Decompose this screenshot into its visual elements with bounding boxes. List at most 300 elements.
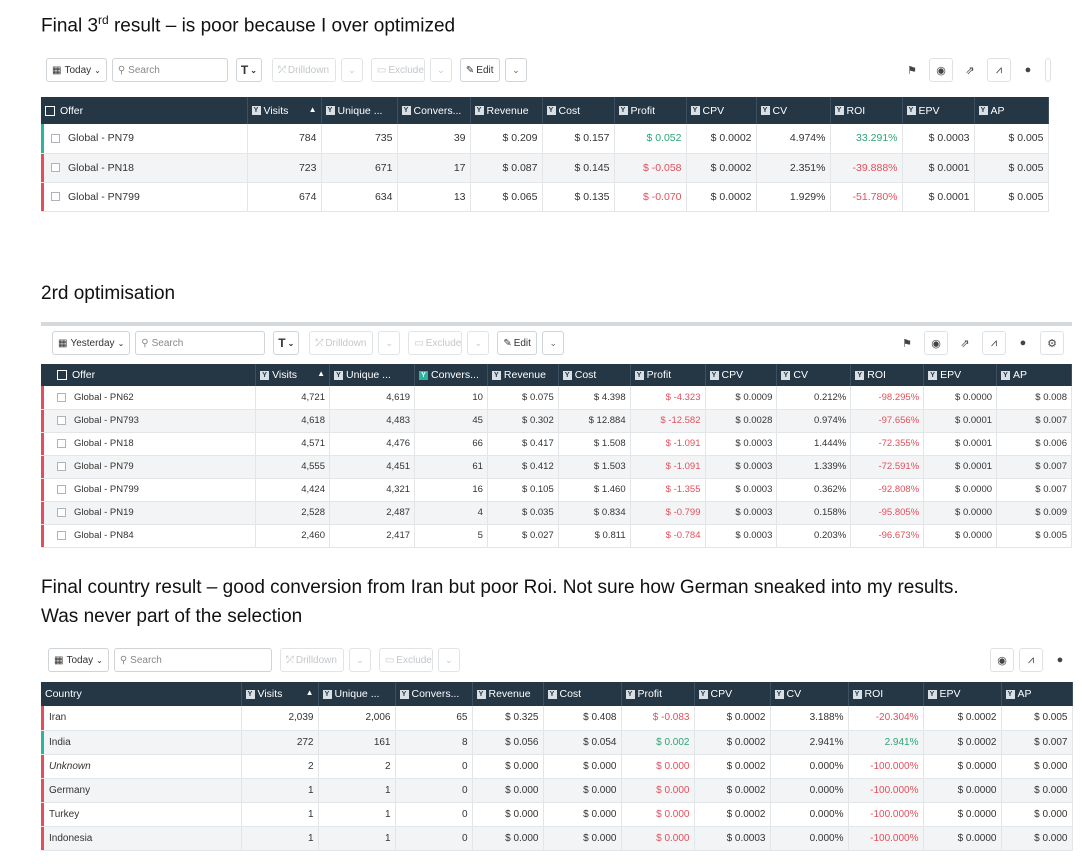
status-stripe xyxy=(41,803,44,826)
epv-cell: $ 0.0001 xyxy=(924,409,997,432)
col-header-cv[interactable] xyxy=(756,97,830,124)
exclude-dropdown[interactable]: ⌄ xyxy=(430,58,452,82)
cpv-cell: $ 0.0009 xyxy=(705,386,777,409)
epv-cell: $ 0.0000 xyxy=(924,501,997,524)
filter-icon[interactable]: Y xyxy=(979,106,988,115)
name-cell[interactable] xyxy=(41,153,247,182)
col-header-label: CPV xyxy=(721,369,744,381)
flag-icon[interactable]: ⚑ xyxy=(895,331,919,355)
unique-cell: 4,619 xyxy=(329,386,414,409)
chevron-down-icon: ⌄ xyxy=(287,338,295,348)
drilldown-dropdown[interactable]: ⌄ xyxy=(349,648,371,672)
gear-icon[interactable]: ⚙ xyxy=(1040,331,1064,355)
section3-panel xyxy=(41,644,1072,866)
drilldown-label: Drilldown xyxy=(295,654,337,666)
name-cell[interactable] xyxy=(41,124,247,153)
exclude-label: Exclude xyxy=(425,337,462,349)
table-row[interactable] xyxy=(41,409,1072,432)
row-label: Global - PN18 xyxy=(74,438,134,449)
col-header-cv[interactable] xyxy=(777,364,851,386)
search-placeholder: Search xyxy=(151,337,184,349)
conversions-cell: 0 xyxy=(395,802,472,826)
table-row[interactable] xyxy=(41,802,1072,826)
comment-icon[interactable]: ● xyxy=(1011,331,1035,355)
share-icon[interactable]: ⇗ xyxy=(953,331,977,355)
drilldown-dropdown[interactable]: ⌄ xyxy=(378,331,400,355)
roi-cell: -100.000% xyxy=(848,778,923,802)
cost-cell: $ 0.408 xyxy=(543,706,621,730)
section2-table xyxy=(41,364,1072,548)
profit-cell: $ -1.091 xyxy=(630,455,705,478)
sort-asc-icon[interactable]: ▲ xyxy=(317,369,325,378)
col-header-label: AP xyxy=(990,104,1005,117)
roi-cell: 2.941% xyxy=(848,730,923,754)
profit-cell: $ 0.000 xyxy=(621,754,694,778)
name-cell[interactable] xyxy=(41,524,256,547)
table-row[interactable] xyxy=(41,182,1048,211)
conversions-cell: 17 xyxy=(397,153,470,182)
eye-icon[interactable]: ◉ xyxy=(924,331,948,355)
visits-cell: 272 xyxy=(241,730,318,754)
col-header-cost[interactable] xyxy=(542,97,614,124)
row-label: Global - PN79 xyxy=(68,132,134,145)
profit-cell: $ -1.091 xyxy=(630,432,705,455)
cost-cell: $ 0.834 xyxy=(558,501,630,524)
cpv-cell: $ 0.0002 xyxy=(686,124,756,153)
filter-icon[interactable]: Y xyxy=(334,371,343,380)
roi-cell: -72.355% xyxy=(851,432,924,455)
ap-cell: $ 0.007 xyxy=(1001,730,1072,754)
edit-label: Edit xyxy=(513,337,531,349)
chevron-down-icon: ⌄ xyxy=(250,65,257,75)
comment-icon[interactable]: ● xyxy=(1016,58,1040,82)
chart-icon[interactable]: ⩘ xyxy=(987,58,1011,82)
col-header-revenue[interactable] xyxy=(470,97,542,124)
revenue-cell: $ 0.000 xyxy=(472,802,543,826)
epv-cell: $ 0.0002 xyxy=(923,730,1001,754)
name-cell[interactable] xyxy=(41,826,241,850)
row-checkbox[interactable] xyxy=(57,531,66,540)
unique-cell: 2,487 xyxy=(329,501,414,524)
col-header-visits[interactable] xyxy=(256,364,330,386)
edit-dropdown[interactable]: ⌄ xyxy=(542,331,564,355)
name-cell[interactable] xyxy=(41,501,256,524)
table-row[interactable] xyxy=(41,153,1048,182)
table-row[interactable] xyxy=(41,124,1048,153)
table-header-row xyxy=(41,97,1048,124)
filter-icon[interactable]: Y xyxy=(699,690,708,699)
filter-icon[interactable]: Y xyxy=(563,371,572,380)
name-cell[interactable] xyxy=(41,754,241,778)
filter-icon[interactable]: Y xyxy=(928,371,937,380)
search-input[interactable] xyxy=(112,58,228,82)
section1-title-post: result – is poor because I over optimized xyxy=(108,15,456,37)
section3-table xyxy=(41,682,1073,851)
roi-cell: -100.000% xyxy=(848,754,923,778)
exclude-icon: ▭ xyxy=(414,337,424,349)
text-filter-button[interactable] xyxy=(236,58,262,82)
col-header-revenue[interactable] xyxy=(487,364,558,386)
section2-title xyxy=(41,280,175,308)
edit-icon: ✎ xyxy=(503,337,512,349)
filter-icon[interactable]: Y xyxy=(475,106,484,115)
row-label: Turkey xyxy=(49,808,80,820)
filter-active-icon[interactable]: Y xyxy=(419,371,428,380)
name-cell[interactable] xyxy=(41,478,256,501)
epv-cell: $ 0.0001 xyxy=(902,153,974,182)
visits-cell: 4,424 xyxy=(256,478,330,501)
name-cell[interactable] xyxy=(41,455,256,478)
cost-cell: $ 0.157 xyxy=(542,124,614,153)
col-header-visits[interactable] xyxy=(247,97,321,124)
unique-cell: 2 xyxy=(318,754,395,778)
chart-icon[interactable]: ⩘ xyxy=(1019,648,1043,672)
drilldown-icon: ⤱ xyxy=(315,337,324,349)
select-all-checkbox[interactable] xyxy=(45,106,55,116)
row-label: Iran xyxy=(49,712,67,724)
cv-cell: 1.339% xyxy=(777,455,851,478)
col-header-roi[interactable] xyxy=(830,97,902,124)
filter-icon[interactable]: Y xyxy=(252,106,261,115)
cost-cell: $ 0.135 xyxy=(542,182,614,211)
name-cell[interactable] xyxy=(41,802,241,826)
col-header-offer[interactable] xyxy=(41,364,256,386)
filter-icon[interactable]: Y xyxy=(548,690,557,699)
col-header-ap[interactable] xyxy=(974,97,1048,124)
ap-cell: $ 0.005 xyxy=(974,124,1048,153)
col-header-visits[interactable] xyxy=(241,682,318,706)
name-cell[interactable] xyxy=(41,730,241,754)
exclude-button[interactable] xyxy=(371,58,425,82)
drilldown-icon: ⤱ xyxy=(285,654,294,666)
row-checkbox[interactable] xyxy=(57,508,66,517)
conversions-cell: 5 xyxy=(415,524,488,547)
edit-dropdown[interactable]: ⌄ xyxy=(505,58,527,82)
text-filter-button[interactable] xyxy=(273,331,299,355)
table-row[interactable] xyxy=(41,386,1072,409)
filter-icon[interactable]: Y xyxy=(400,690,409,699)
roi-cell: -100.000% xyxy=(848,802,923,826)
col-header-ap[interactable] xyxy=(997,364,1072,386)
section3-right-tools xyxy=(985,648,1072,672)
roi-cell: -92.808% xyxy=(851,478,924,501)
col-header-label: ROI xyxy=(864,688,884,700)
filter-icon[interactable]: Y xyxy=(260,371,269,380)
col-header-profit[interactable] xyxy=(621,682,694,706)
filter-icon[interactable]: Y xyxy=(1001,371,1010,380)
profit-cell: $ -0.070 xyxy=(614,182,686,211)
select-all-checkbox[interactable] xyxy=(57,370,67,380)
eye-icon[interactable]: ◉ xyxy=(990,648,1014,672)
row-label: Global - PN18 xyxy=(68,161,134,174)
drilldown-button[interactable] xyxy=(309,331,373,355)
ap-cell: $ 0.007 xyxy=(997,409,1072,432)
name-cell[interactable] xyxy=(41,706,241,730)
col-header-label: Cost xyxy=(558,104,581,117)
cost-cell: $ 0.054 xyxy=(543,730,621,754)
profit-cell: $ -1.355 xyxy=(630,478,705,501)
section3-text-content: Final country result – good conversion from Iran but poor Roi. Not sure how German sneaked into my results. Was never part of the selection xyxy=(41,577,959,627)
ap-cell: $ 0.005 xyxy=(974,153,1048,182)
name-cell[interactable] xyxy=(41,409,256,432)
unique-cell: 2,006 xyxy=(318,706,395,730)
epv-cell: $ 0.0000 xyxy=(924,386,997,409)
filter-icon[interactable]: Y xyxy=(855,371,864,380)
col-header-epv[interactable] xyxy=(923,682,1001,706)
filter-icon[interactable]: Y xyxy=(323,690,332,699)
profit-cell: $ -0.799 xyxy=(630,501,705,524)
ap-cell: $ 0.000 xyxy=(1001,826,1072,850)
col-header-label: Revenue xyxy=(488,688,531,700)
col-header-offer[interactable] xyxy=(41,97,247,124)
col-header-epv[interactable] xyxy=(924,364,997,386)
cv-cell: 2.351% xyxy=(756,153,830,182)
filter-icon[interactable]: Y xyxy=(835,106,844,115)
date-range-label: Yesterday xyxy=(70,337,115,349)
cpv-cell: $ 0.0003 xyxy=(705,455,777,478)
date-range-dropdown[interactable] xyxy=(52,331,130,355)
profit-cell: $ 0.052 xyxy=(614,124,686,153)
name-cell[interactable] xyxy=(41,386,256,409)
col-header-conversions[interactable] xyxy=(397,97,470,124)
row-checkbox[interactable] xyxy=(57,416,66,425)
cv-cell: 0.212% xyxy=(777,386,851,409)
eye-icon[interactable]: ◉ xyxy=(929,58,953,82)
filter-icon[interactable]: Y xyxy=(1006,690,1015,699)
roi-cell: -51.780% xyxy=(830,182,902,211)
filter-icon[interactable]: Y xyxy=(402,106,411,115)
unique-cell: 4,451 xyxy=(329,455,414,478)
visits-cell: 2,528 xyxy=(256,501,330,524)
table-row[interactable] xyxy=(41,501,1072,524)
filter-icon[interactable]: Y xyxy=(492,371,501,380)
col-header-label: Visits xyxy=(257,688,283,700)
status-stripe xyxy=(41,433,44,455)
cpv-cell: $ 0.0002 xyxy=(694,778,770,802)
exclude-label: Exclude xyxy=(396,654,432,666)
section1-panel xyxy=(41,55,1051,215)
col-header-cpv[interactable] xyxy=(694,682,770,706)
col-header-conversions[interactable] xyxy=(415,364,488,386)
col-header-unique[interactable] xyxy=(318,682,395,706)
filter-icon[interactable]: Y xyxy=(547,106,556,115)
col-header-label: AP xyxy=(1017,688,1032,700)
filter-icon[interactable]: Y xyxy=(907,106,916,115)
name-cell[interactable] xyxy=(41,778,241,802)
filter-icon[interactable]: Y xyxy=(928,690,937,699)
date-range-dropdown[interactable] xyxy=(48,648,109,672)
epv-cell: $ 0.0000 xyxy=(924,524,997,547)
conversions-cell: 16 xyxy=(415,478,488,501)
filter-icon[interactable]: Y xyxy=(619,106,628,115)
edit-button[interactable] xyxy=(497,331,537,355)
revenue-cell: $ 0.087 xyxy=(470,153,542,182)
col-header-label: Country xyxy=(45,688,82,700)
filter-icon[interactable]: Y xyxy=(691,106,700,115)
revenue-cell: $ 0.209 xyxy=(470,124,542,153)
cpv-cell: $ 0.0002 xyxy=(694,706,770,730)
epv-cell: $ 0.0000 xyxy=(924,478,997,501)
row-label: Global - PN793 xyxy=(74,415,139,426)
unique-cell: 634 xyxy=(321,182,397,211)
filter-icon[interactable]: Y xyxy=(781,371,790,380)
col-header-cv[interactable] xyxy=(770,682,848,706)
col-header-cost[interactable] xyxy=(558,364,630,386)
search-icon: ⚲ xyxy=(119,654,128,666)
filter-icon[interactable]: Y xyxy=(635,371,644,380)
col-header-label: CV xyxy=(772,104,788,117)
section3-text xyxy=(41,573,1001,631)
unique-cell: 4,476 xyxy=(329,432,414,455)
row-label: Global - PN62 xyxy=(74,391,134,403)
col-header-epv[interactable] xyxy=(902,97,974,124)
table-row[interactable] xyxy=(41,826,1072,850)
col-header-profit[interactable] xyxy=(614,97,686,124)
comment-icon[interactable]: ● xyxy=(1048,648,1072,672)
conversions-cell: 10 xyxy=(415,386,488,409)
cv-cell: 0.203% xyxy=(777,524,851,547)
col-header-cost[interactable] xyxy=(543,682,621,706)
name-cell[interactable] xyxy=(41,182,247,211)
drilldown-dropdown[interactable]: ⌄ xyxy=(341,58,363,82)
table-header-row xyxy=(41,364,1072,386)
flag-icon[interactable]: ⚑ xyxy=(900,58,924,82)
search-icon: ⚲ xyxy=(141,337,149,349)
row-label: Germany xyxy=(49,784,91,796)
drilldown-label: Drilldown xyxy=(287,64,330,76)
col-header-label: Visits xyxy=(272,369,297,381)
col-header-label: Revenue xyxy=(486,104,529,117)
table-row[interactable] xyxy=(41,730,1072,754)
filter-icon[interactable]: Y xyxy=(326,106,335,115)
cost-cell: $ 1.508 xyxy=(558,432,630,455)
row-checkbox[interactable] xyxy=(57,393,66,402)
col-header-ap[interactable] xyxy=(1001,682,1072,706)
row-checkbox[interactable] xyxy=(57,462,66,471)
filter-icon[interactable]: Y xyxy=(710,371,719,380)
row-label: Global - PN79 xyxy=(74,461,134,472)
col-header-label: Offer xyxy=(60,104,84,117)
revenue-cell: $ 0.000 xyxy=(472,778,543,802)
filter-icon[interactable]: Y xyxy=(246,690,255,699)
section1-table xyxy=(41,97,1049,212)
exclude-icon: ▭ xyxy=(384,654,395,666)
cv-cell: 4.974% xyxy=(756,124,830,153)
cpv-cell: $ 0.0002 xyxy=(686,182,756,211)
epv-cell: $ 0.0000 xyxy=(923,802,1001,826)
col-header-unique[interactable] xyxy=(329,364,414,386)
search-input[interactable] xyxy=(135,331,265,355)
filter-icon[interactable]: Y xyxy=(477,690,486,699)
table-row[interactable] xyxy=(41,706,1072,730)
col-header-country[interactable] xyxy=(41,682,241,706)
conversions-cell: 45 xyxy=(415,409,488,432)
cpv-cell: $ 0.0003 xyxy=(705,524,777,547)
filter-icon[interactable]: Y xyxy=(626,690,635,699)
table-row[interactable] xyxy=(41,754,1072,778)
revenue-cell: $ 0.105 xyxy=(487,478,558,501)
roi-cell: -97.656% xyxy=(851,409,924,432)
settings-edge[interactable] xyxy=(1045,58,1051,82)
row-checkbox[interactable] xyxy=(51,192,60,201)
cost-cell: $ 4.398 xyxy=(558,386,630,409)
col-header-revenue[interactable] xyxy=(472,682,543,706)
row-label: Global - PN84 xyxy=(74,530,134,541)
exclude-button[interactable] xyxy=(379,648,433,672)
search-placeholder: Search xyxy=(130,654,162,666)
row-checkbox[interactable] xyxy=(57,439,66,448)
status-stripe xyxy=(41,124,44,153)
drilldown-button[interactable] xyxy=(272,58,336,82)
roi-cell: -100.000% xyxy=(848,826,923,850)
calendar-icon: ▦ xyxy=(58,337,68,349)
section1-right-tools xyxy=(895,58,1051,82)
drilldown-button[interactable] xyxy=(280,648,344,672)
cost-cell: $ 0.000 xyxy=(543,754,621,778)
sort-asc-icon[interactable]: ▲ xyxy=(305,688,314,697)
sort-asc-icon[interactable]: ▲ xyxy=(308,104,317,114)
profit-cell: $ 0.000 xyxy=(621,778,694,802)
col-header-label: Unique ... xyxy=(337,104,383,117)
search-input[interactable] xyxy=(114,648,272,672)
filter-icon[interactable]: Y xyxy=(775,690,784,699)
filter-icon[interactable]: Y xyxy=(761,106,770,115)
unique-cell: 671 xyxy=(321,153,397,182)
col-header-conversions[interactable] xyxy=(395,682,472,706)
table-row[interactable] xyxy=(41,478,1072,501)
table-row[interactable] xyxy=(41,455,1072,478)
row-checkbox[interactable] xyxy=(51,134,60,143)
cv-cell: 1.444% xyxy=(777,432,851,455)
search-icon: ⚲ xyxy=(117,64,126,76)
col-header-label: Profit xyxy=(630,104,656,117)
table-row[interactable] xyxy=(41,524,1072,547)
section3-toolbar xyxy=(48,648,1072,672)
col-header-cpv[interactable] xyxy=(705,364,777,386)
col-header-profit[interactable] xyxy=(630,364,705,386)
cv-cell: 0.000% xyxy=(770,826,848,850)
edit-button[interactable] xyxy=(460,58,500,82)
cpv-cell: $ 0.0002 xyxy=(694,754,770,778)
row-checkbox[interactable] xyxy=(51,163,60,172)
table-row[interactable] xyxy=(41,778,1072,802)
ap-cell: $ 0.009 xyxy=(997,501,1072,524)
row-label: Global - PN799 xyxy=(74,484,139,495)
name-cell[interactable] xyxy=(41,432,256,455)
visits-cell: 2 xyxy=(241,754,318,778)
col-header-roi[interactable] xyxy=(848,682,923,706)
visits-cell: 674 xyxy=(247,182,321,211)
row-label: Global - PN19 xyxy=(74,507,134,518)
row-checkbox[interactable] xyxy=(57,485,66,494)
share-icon[interactable]: ⇗ xyxy=(958,58,982,82)
table-row[interactable] xyxy=(41,432,1072,455)
date-range-dropdown[interactable] xyxy=(46,58,107,82)
exclude-button[interactable] xyxy=(408,331,462,355)
col-header-unique[interactable] xyxy=(321,97,397,124)
col-header-label: Revenue xyxy=(503,369,546,381)
col-header-cpv[interactable] xyxy=(686,97,756,124)
exclude-dropdown[interactable]: ⌄ xyxy=(438,648,460,672)
filter-icon[interactable]: Y xyxy=(853,690,862,699)
exclude-dropdown[interactable]: ⌄ xyxy=(467,331,489,355)
col-header-roi[interactable] xyxy=(851,364,924,386)
ap-cell: $ 0.000 xyxy=(1001,802,1072,826)
col-header-label: CV xyxy=(786,688,802,700)
col-header-label: Unique ... xyxy=(334,688,380,700)
revenue-cell: $ 0.412 xyxy=(487,455,558,478)
chart-icon[interactable]: ⩘ xyxy=(982,331,1006,355)
